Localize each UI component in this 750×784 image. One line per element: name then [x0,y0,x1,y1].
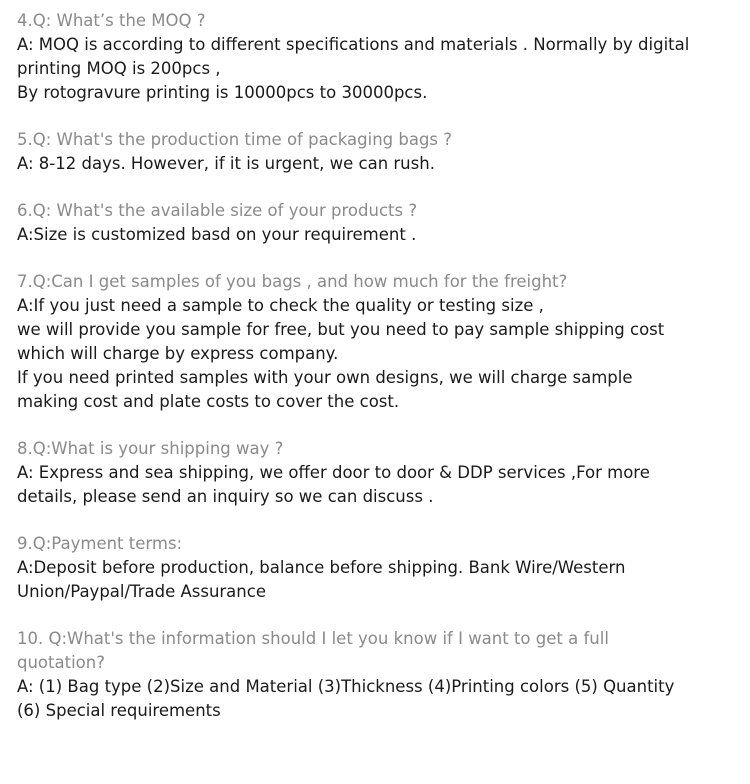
question-shipping-way: 8.Q:What is your shipping way ? [17,439,284,458]
answer-quotation-info [17,675,736,723]
answer-line: A: 8-12 days. However, if it is urgent, we can rush. [17,154,435,173]
question-moq: 4.Q: What’s the MOQ ? [17,11,206,30]
faq-item-8 [17,437,736,509]
answer-samples [17,294,736,414]
faq-item-9 [17,532,736,604]
faq-item-4 [17,9,736,105]
answer-line: By rotogravure printing is 10000pcs to 30000pcs. [17,83,428,102]
answer-line: (6) Special requirements [17,701,221,720]
faq-item-7 [17,270,736,414]
answer-payment-terms [17,556,736,604]
question-production-time: 5.Q: What's the production time of packaging bags ? [17,130,453,149]
answer-line: A:If you just need a sample to check the quality or testing size , [17,296,544,315]
answer-production-time [17,152,736,176]
answer-available-size [17,223,736,247]
question-available-size: 6.Q: What's the available size of your products ? [17,201,418,220]
answer-line: A: (1) Bag type (2)Size and Material (3)Thickness (4)Printing colors (5) Quantity [17,677,675,696]
answer-line: printing MOQ is 200pcs , [17,59,221,78]
faq-item-10 [17,627,736,723]
answer-line: A:Size is customized basd on your requirement . [17,225,417,244]
question-samples: 7.Q:Can I get samples of you bags , and how much for the freight? [17,272,568,291]
question-quotation-info: 10. Q:What's the information should I let you know if I want to get a full quotation? [17,629,609,672]
answer-line: A:Deposit before production, balance before shipping. Bank Wire/Western [17,558,626,577]
answer-line: details, please send an inquiry so we can discuss . [17,487,434,506]
answer-line: A: MOQ is according to different specifications and materials . Normally by digital [17,35,690,54]
answer-line: If you need printed samples with your own designs, we will charge sample [17,368,633,387]
answer-moq [17,33,736,105]
answer-line: which will charge by express company. [17,344,339,363]
faq-item-5 [17,128,736,176]
answer-shipping-way [17,461,736,509]
answer-line: we will provide you sample for free, but you need to pay sample shipping cost [17,320,665,339]
answer-line: making cost and plate costs to cover the cost. [17,392,400,411]
faq-item-6 [17,199,736,247]
question-payment-terms: 9.Q:Payment terms: [17,534,183,553]
answer-line: Union/Paypal/Trade Assurance [17,582,266,601]
answer-line: A: Express and sea shipping, we offer door to door & DDP services ,For more [17,463,650,482]
